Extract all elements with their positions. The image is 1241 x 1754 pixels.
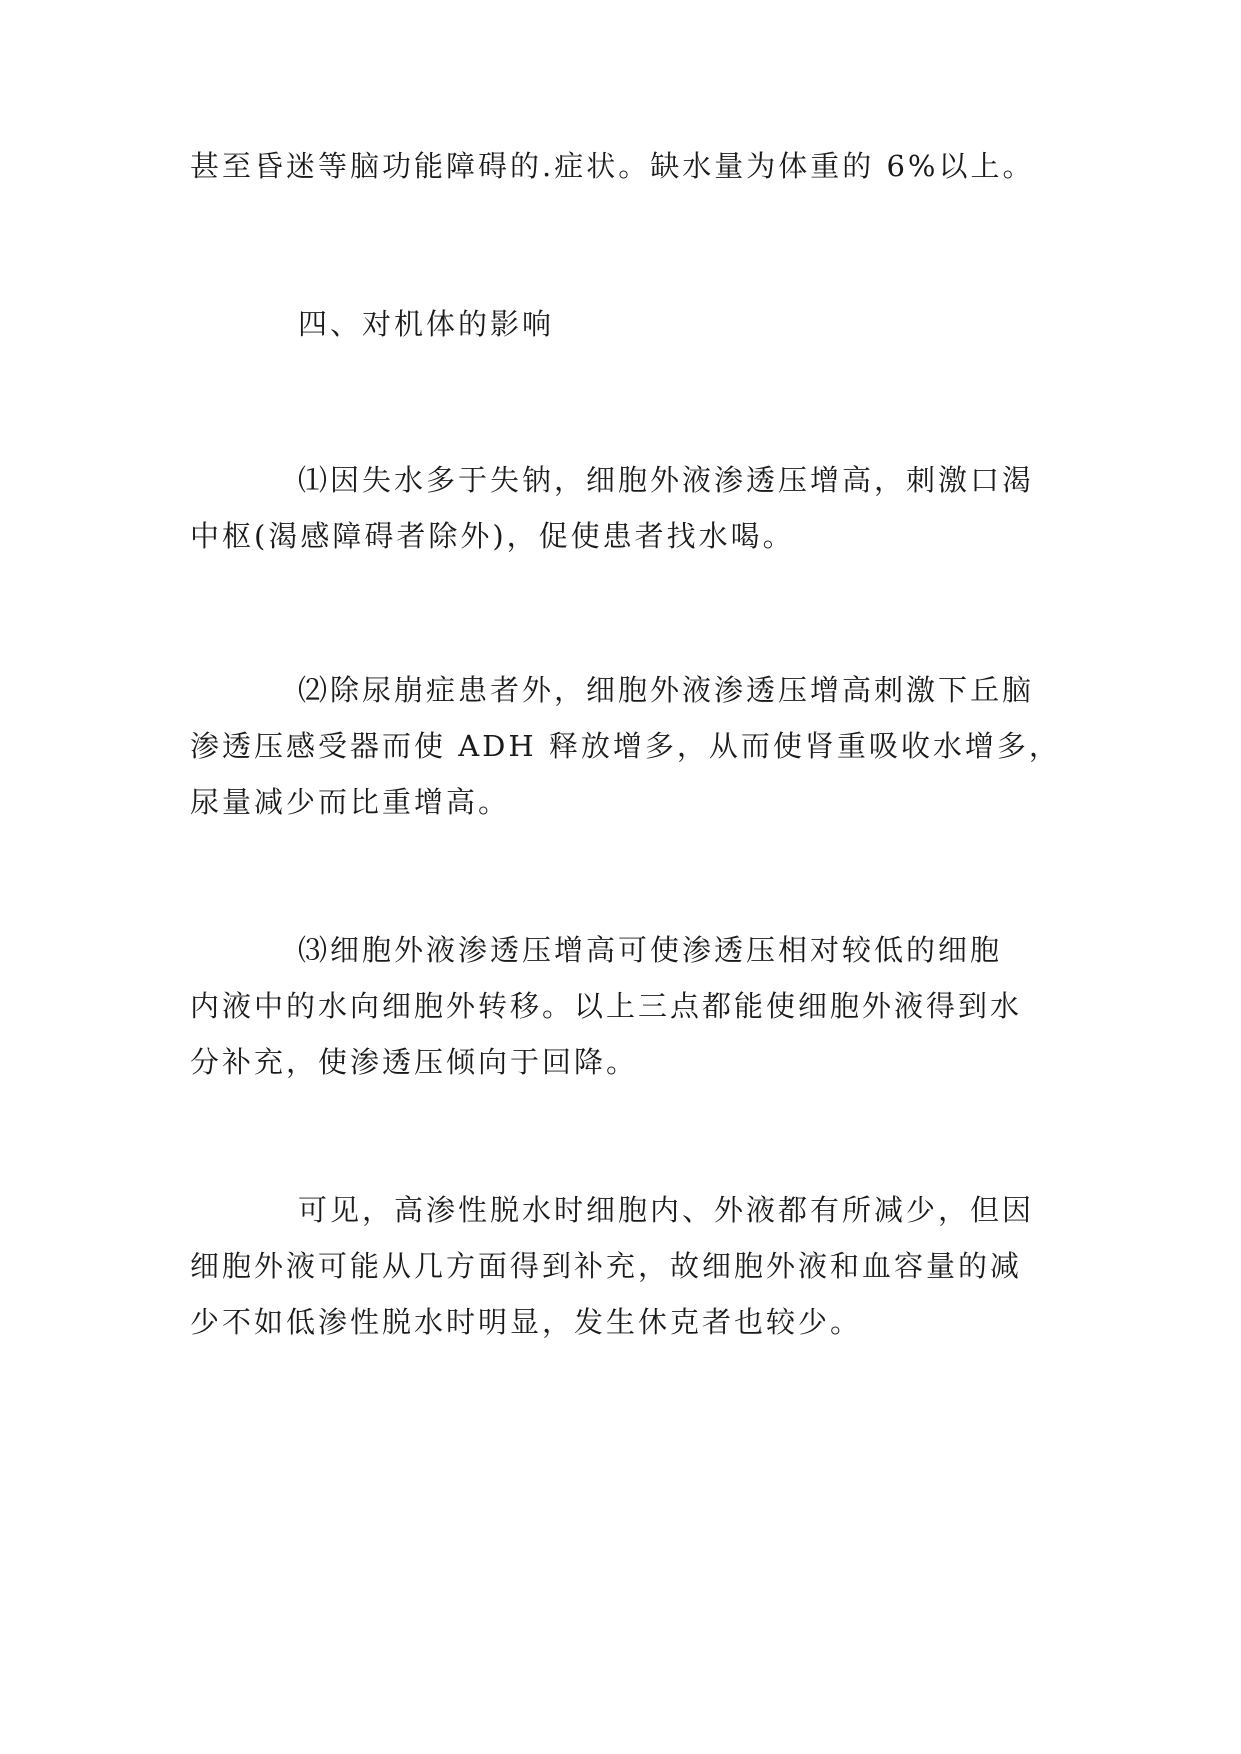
section-heading xyxy=(190,296,1070,352)
text-line: 尿量减少而比重增高。 xyxy=(190,785,511,819)
paragraph-point-2 xyxy=(190,662,1070,830)
text-line: 甚至昏迷等脑功能障碍的.症状。缺水量为体重的 6%以上。 xyxy=(190,149,1035,183)
paragraph-symptoms xyxy=(190,138,1070,194)
heading-text: 四、对机体的影响 xyxy=(298,307,555,341)
paragraph-point-1 xyxy=(190,452,1070,564)
paragraph-conclusion xyxy=(190,1182,1070,1350)
paragraph-point-3 xyxy=(190,922,1070,1090)
text-line: 内液中的水向细胞外转移。以上三点都能使细胞外液得到水 xyxy=(190,989,1023,1023)
text-line: 渗透压感受器而使 ADH 释放增多，从而使肾重吸收水增多， xyxy=(190,729,1061,763)
text-line: 中枢(渴感障碍者除外)，促使患者找水喝。 xyxy=(190,519,795,553)
text-line: 分补充，使渗透压倾向于回降。 xyxy=(190,1045,639,1079)
text-line: 少不如低渗性脱水时明显，发生休克者也较少。 xyxy=(190,1305,863,1339)
text-line: ⑵除尿崩症患者外，细胞外液渗透压增高刺激下丘脑 xyxy=(298,673,1035,707)
text-line: 细胞外液可能从几方面得到补充，故细胞外液和血容量的减 xyxy=(190,1249,1023,1283)
text-line: 可见，高渗性脱水时细胞内、外液都有所减少，但因 xyxy=(298,1193,1035,1227)
text-line: ⑴因失水多于失钠，细胞外液渗透压增高，刺激口渴 xyxy=(298,463,1035,497)
text-line: ⑶细胞外液渗透压增高可使渗透压相对较低的细胞 xyxy=(298,933,1003,967)
